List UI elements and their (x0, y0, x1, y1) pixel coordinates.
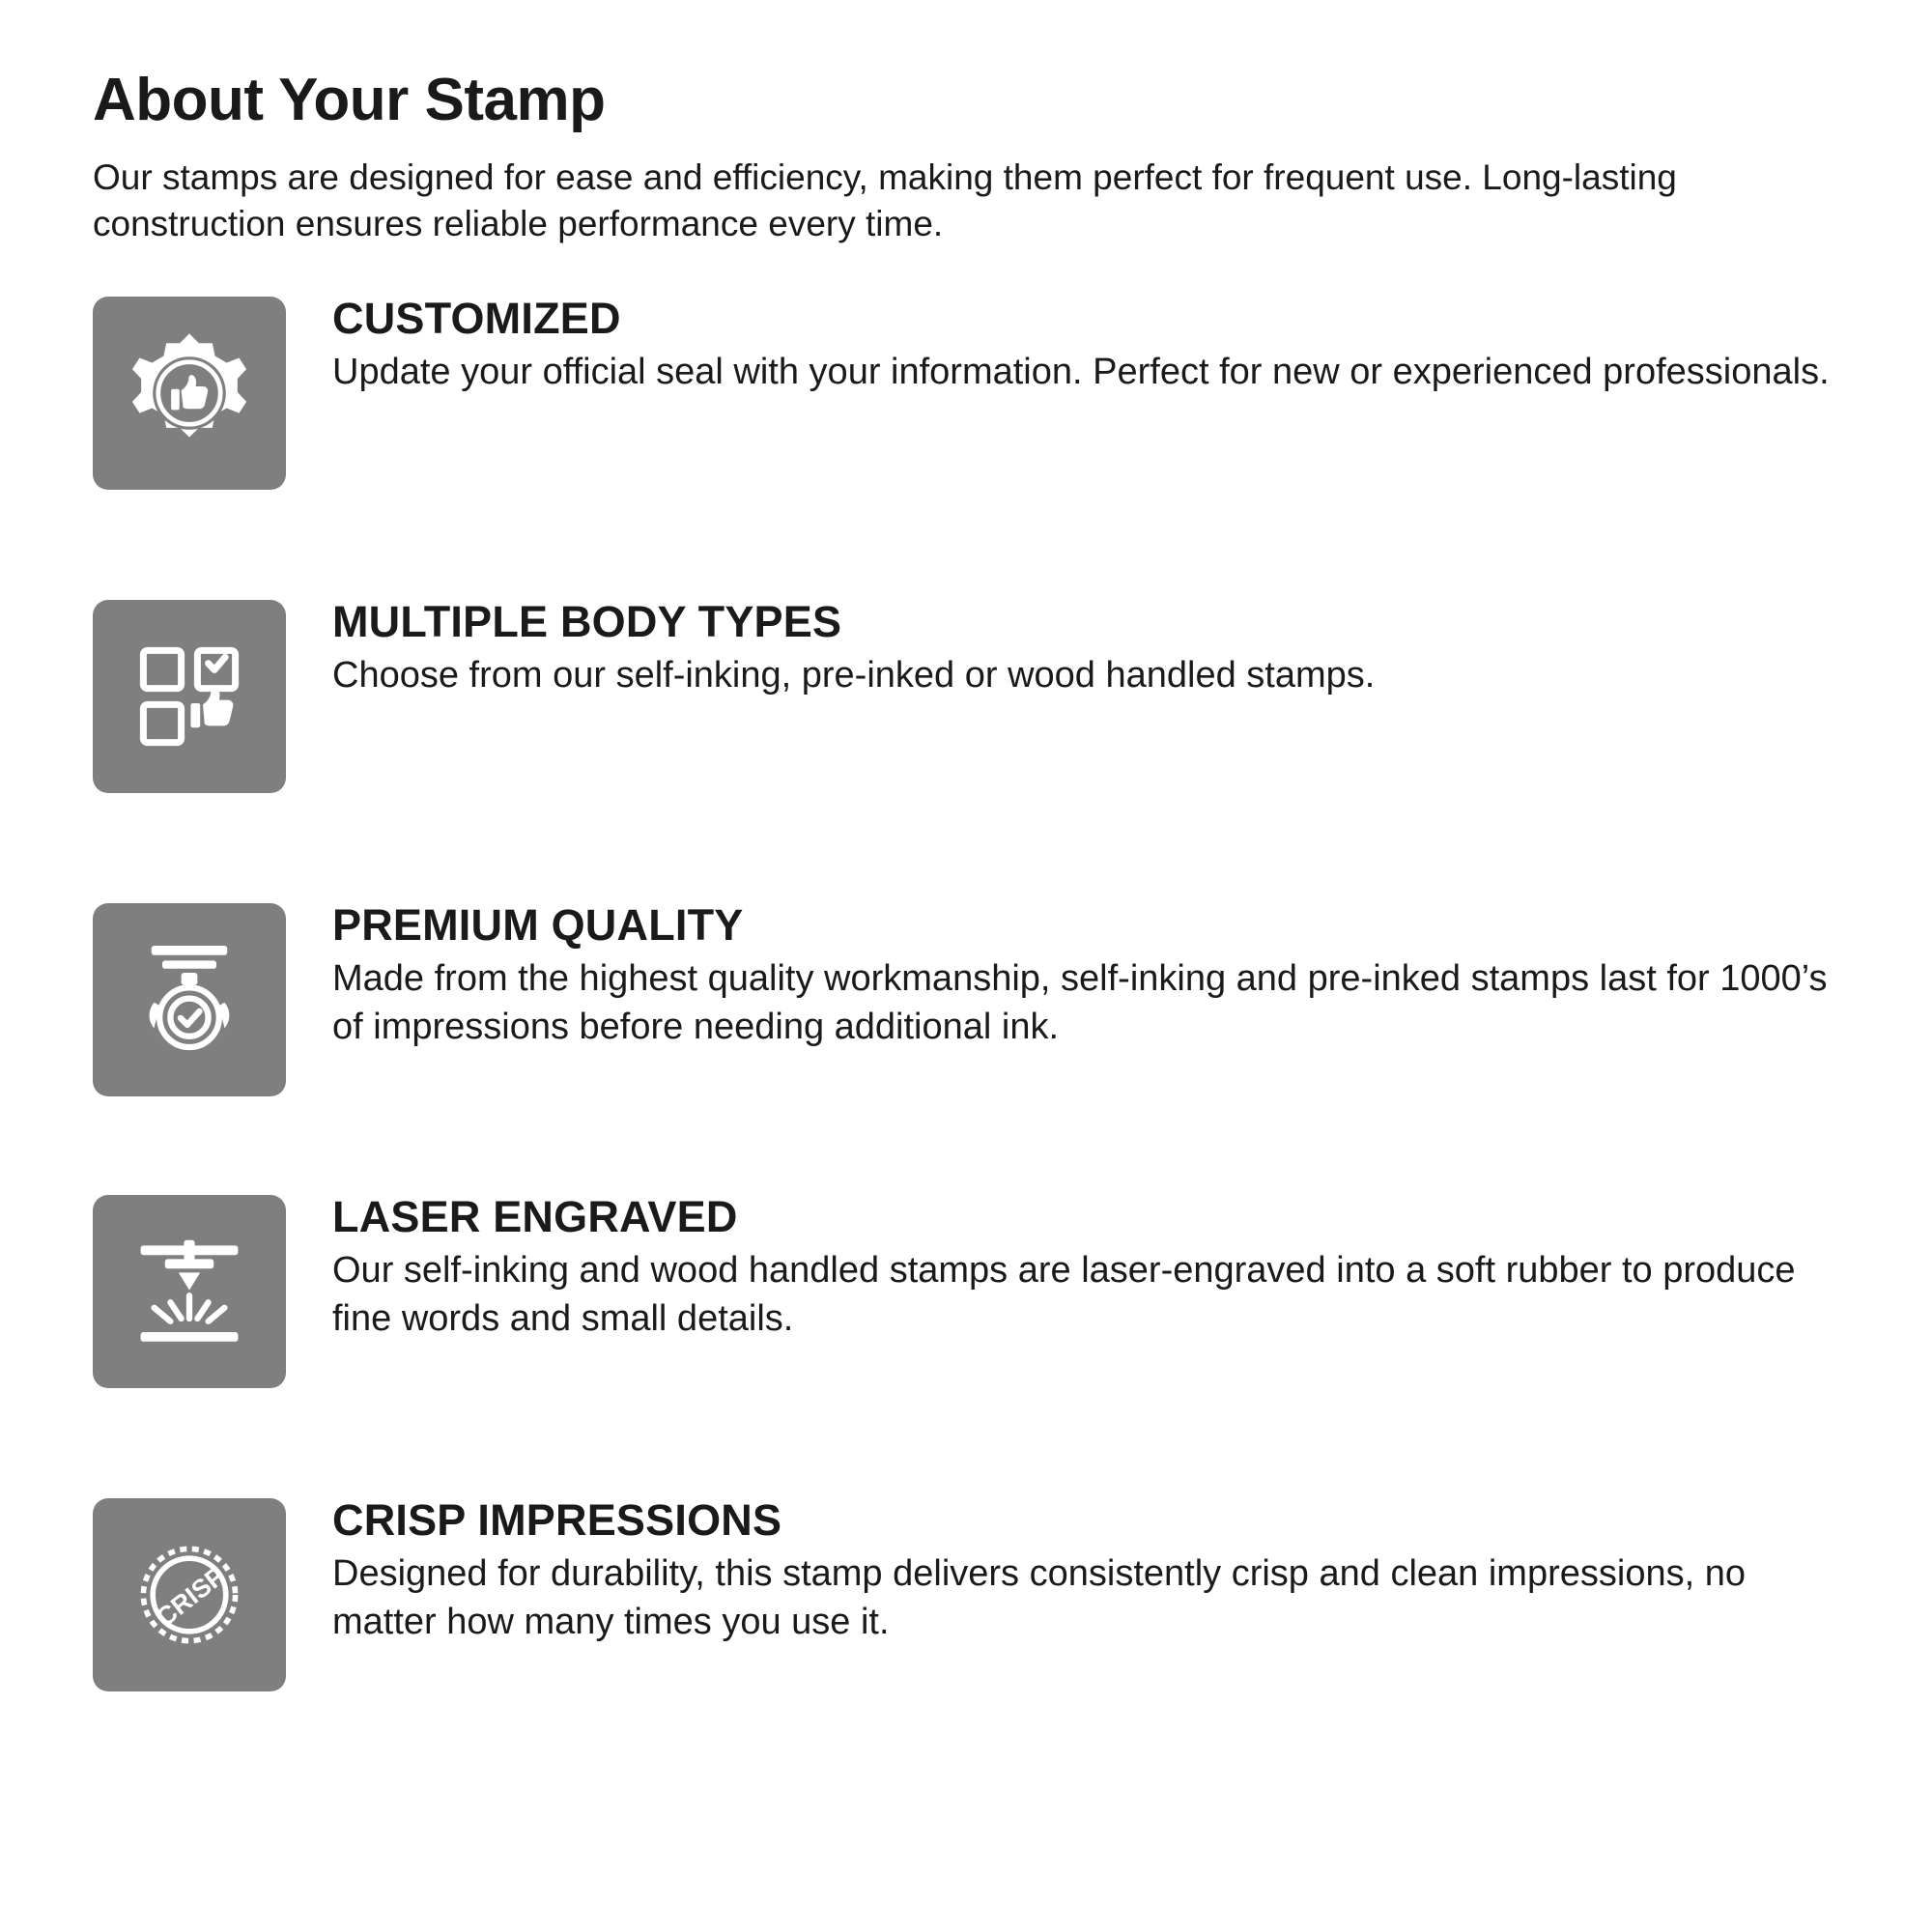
feature-item-multiple-body-types (93, 594, 1839, 793)
feature-title: CUSTOMIZED (332, 293, 621, 343)
feature-item-crisp-impressions (93, 1492, 1839, 1691)
feature-description: Our self-inking and wood handled stamps are laser-engraved into a soft rubber to produce fine words and small details. (332, 1250, 1796, 1339)
feature-text-multiple-body-types (332, 594, 1375, 700)
feature-text-customized (332, 291, 1830, 397)
gear-thumbs-up-icon (93, 297, 286, 490)
feature-description: Update your official seal with your information. Perfect for new or experienced professionals. (332, 352, 1830, 393)
svg-text:CRISP: CRISP (151, 1560, 231, 1633)
feature-title: MULTIPLE BODY TYPES (332, 596, 842, 646)
feature-text-premium-quality (332, 897, 1839, 1051)
feature-description: Designed for durability, this stamp delivers consistently crisp and clean impressions, no matter how many times you use it. (332, 1553, 1746, 1642)
quality-award-check-icon (93, 903, 286, 1096)
intro-paragraph: Our stamps are designed for ease and efficiency, making them perfect for frequent use. Long-lasting construction ensures reliable performance every time. (93, 157, 1677, 243)
feature-text-crisp-impressions (332, 1492, 1839, 1646)
feature-item-premium-quality (93, 897, 1839, 1096)
feature-item-customized (93, 291, 1839, 490)
laser-engraver-icon (93, 1195, 286, 1388)
select-options-hand-icon (93, 600, 286, 793)
feature-description: Choose from our self-inking, pre-inked or wood handled stamps. (332, 655, 1376, 696)
page-title: About Your Stamp (93, 67, 606, 133)
crisp-stamp-badge-icon (93, 1498, 286, 1691)
feature-title: LASER ENGRAVED (332, 1191, 738, 1241)
feature-description: Made from the highest quality workmanship, self-inking and pre-inked stamps last for 1000’s of impressions before needing additional ink. (332, 958, 1828, 1047)
feature-item-laser-engraved (93, 1189, 1839, 1388)
feature-title: CRISP IMPRESSIONS (332, 1494, 782, 1545)
feature-title: PREMIUM QUALITY (332, 899, 744, 950)
feature-text-laser-engraved (332, 1189, 1839, 1343)
